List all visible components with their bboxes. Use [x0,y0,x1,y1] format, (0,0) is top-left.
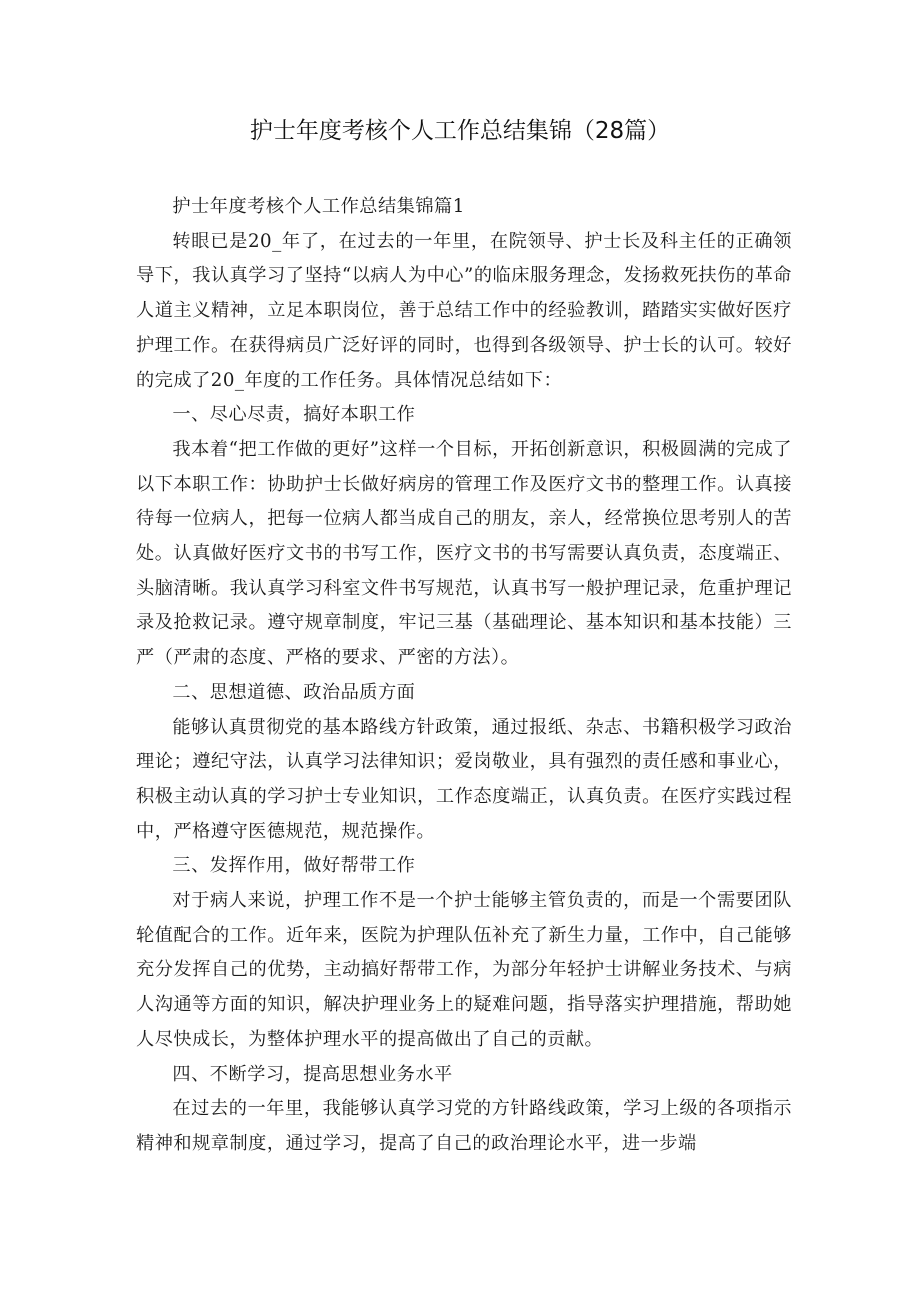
section-heading-1: 一、尽心尽责，搞好本职工作 [172,404,416,426]
section-heading-2: 二、思想道德、政治品质方面 [172,681,416,703]
intro-paragraph: 转眼已是20_年了，在过去的一年里，在院领导、护士长及科主任的正确领导下，我认真学习了坚持“以病人为中心”的临床服务理念，发扬救死扶伤的革命人道主义精神，立足本职岗位，善于总结工作中的经验教训，踏踏实实做好医疗护理工作。在获得病员广泛好评的同时，也得到各级领导、护士长的认可。较好的完成了20_年度的工作任务。具体情况总结如下： [136,230,792,391]
document-body [136,190,792,1162]
document-title: 护士年度考核个人工作总结集锦（28篇） [249,118,671,144]
section-paragraph-4: 在过去的一年里，我能够认真学习党的方针路线政策，学习上级的各项指示精神和规章制度，通过学习，提高了自己的政治理论水平，进一步端 [136,1098,792,1154]
section-paragraph-1: 我本着“把工作做的更好”这样一个目标，开拓创新意识，积极圆满的完成了以下本职工作：协助护士长做好病房的管理工作及医疗文书的整理工作。认真接待每一位病人，把每一位病人都当成自己的朋友，亲人，经常换位思考别人的苦处。认真做好医疗文书的书写工作，医疗文书的书写需要认真负责，态度端正、头脑清晰。我认真学习科室文件书写规范，认真书写一般护理记录，危重护理记录及抢救记录。遵守规章制度，牢记三基（基础理论、基本知识和基本技能）三严（严肃的态度、严格的要求、严密的方法）。 [136,438,792,669]
section-paragraph-3: 对于病人来说，护理工作不是一个护士能够主管负责的，而是一个需要团队轮值配合的工作。近年来，医院为护理队伍补充了新生力量，工作中，自己能够充分发挥自己的优势，主动搞好帮带工作，为部分年轻护士讲解业务技术、与病人沟通等方面的知识，解决护理业务上的疑难问题，指导落实护理措施，帮助她人尽快成长，为整体护理水平的提高做出了自己的贡献。 [136,890,792,1050]
section-subtitle: 护士年度考核个人工作总结集锦篇1 [172,196,465,217]
section-paragraph-2: 能够认真贯彻党的基本路线方针政策，通过报纸、杂志、书籍积极学习政治理论；遵纪守法，认真学习法律知识；爱岗敬业，具有强烈的责任感和事业心，积极主动认真的学习护士专业知识，工作态度端正，认真负责。在医疗实践过程中，严格遵守医德规范，规范操作。 [136,716,792,842]
section-heading-3: 三、发挥作用，做好帮带工作 [172,855,416,877]
section-heading-4: 四、不断学习，提高思想业务水平 [172,1063,453,1085]
